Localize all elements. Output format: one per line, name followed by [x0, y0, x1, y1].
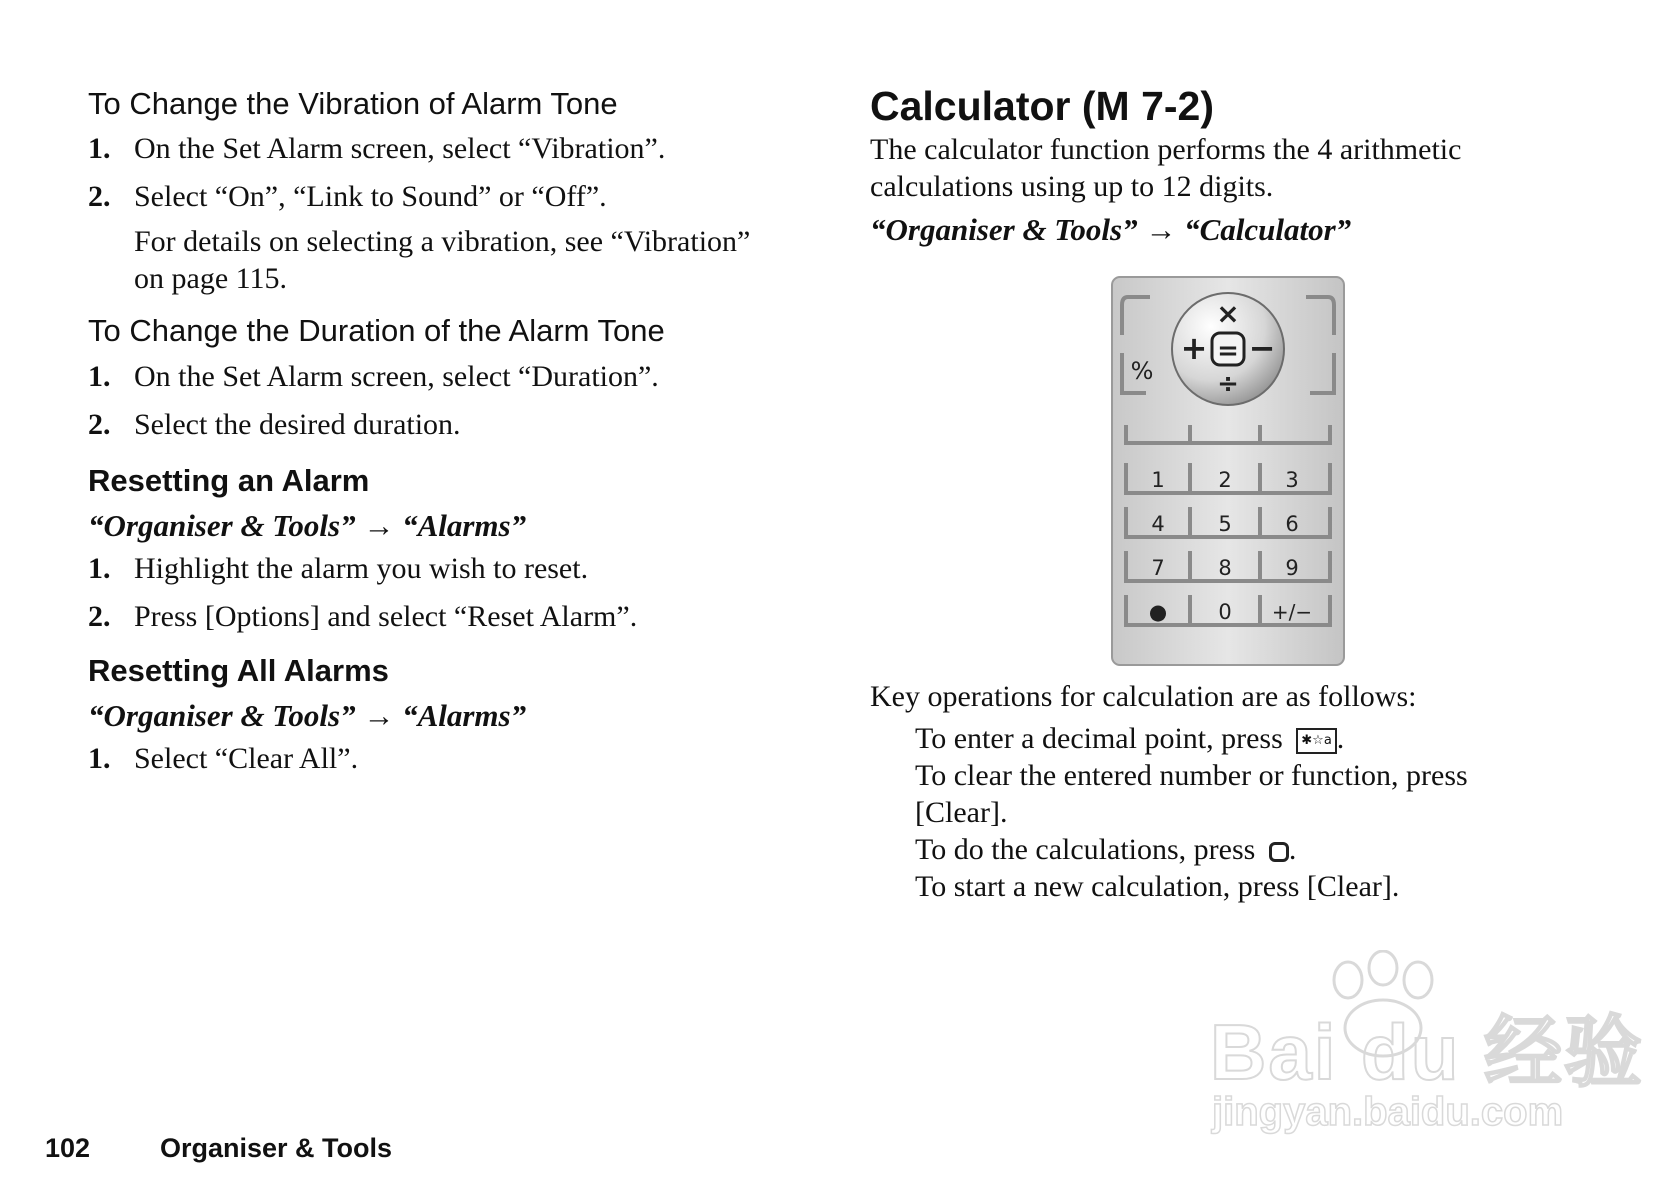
step-text: Select the desired duration.	[134, 408, 461, 441]
keypad-key-label: 9	[1285, 556, 1299, 580]
keypad-key-label: 0	[1218, 600, 1232, 624]
center-key-icon	[1269, 842, 1289, 862]
step-text: Highlight the alarm you wish to reset.	[134, 552, 589, 585]
keypad-key-label: 5	[1218, 512, 1232, 536]
key-operations-intro: Key operations for calculation are as follows:	[870, 680, 1417, 713]
keypad-key-label: 7	[1151, 556, 1165, 580]
step-text: On the Set Alarm screen, select “Vibration”.	[134, 132, 666, 165]
calculator-keypad-illustration	[1110, 275, 1346, 667]
menu-path: “Organiser & Tools” → “Alarms”	[88, 508, 527, 543]
page-title: Calculator (M 7-2)	[870, 83, 1214, 129]
reset-all-heading: Resetting All Alarms	[88, 653, 389, 688]
percent-symbol: %	[1130, 357, 1154, 385]
step-text: Select “Clear All”.	[134, 742, 359, 775]
clear-instruction-line-1: To clear the entered number or function, press	[915, 759, 1468, 792]
note-line: on page 115.	[134, 262, 288, 295]
star-key-icon: ✱☆a	[1296, 728, 1337, 754]
new-calculation-instruction: To start a new calculation, press [Clear].	[915, 870, 1400, 903]
vibration-note	[134, 223, 750, 297]
keypad-key-label: 3	[1285, 468, 1299, 492]
step-text: On the Set Alarm screen, select “Duration”.	[134, 360, 659, 393]
page-number: 102	[45, 1133, 91, 1163]
watermark-logo: Bai du 经验	[1210, 1008, 1645, 1096]
note-line: For details on selecting a vibration, see “Vibration”	[134, 225, 751, 258]
watermark-url: jingyan.baidu.com	[1212, 1090, 1564, 1134]
menu-path: “Organiser & Tools” → “Calculator”	[870, 212, 1352, 247]
keypad-key-label: 2	[1218, 468, 1232, 492]
intro-line: calculations using up to 12 digits.	[870, 170, 1274, 203]
step-number: 1.	[88, 132, 111, 165]
menu-path: “Organiser & Tools” → “Alarms”	[88, 698, 527, 733]
list-item	[88, 600, 788, 636]
step-text: Select “On”, “Link to Sound” or “Off”.	[134, 180, 607, 213]
keypad-key-label: 8	[1218, 556, 1232, 580]
clear-instruction-line-2: [Clear].	[915, 796, 1008, 829]
keypad-key-label: 4	[1151, 512, 1165, 536]
paw-icon	[1318, 950, 1448, 1060]
list-item	[88, 742, 788, 778]
intro-line: The calculator function performs the 4 arithmetic	[870, 133, 1462, 166]
calculate-instruction-text: To do the calculations, press	[915, 833, 1256, 866]
calculate-instruction: To do the calculations, press .	[915, 833, 1297, 866]
step-number: 2.	[88, 600, 111, 633]
equals-symbol: =	[1217, 336, 1239, 366]
step-number: 2.	[88, 180, 111, 213]
step-number: 1.	[88, 552, 111, 585]
decimal-instruction-text: To enter a decimal point, press	[915, 722, 1283, 755]
list-item	[88, 552, 788, 588]
step-number: 2.	[88, 408, 111, 441]
footer-section-title: Organiser & Tools	[160, 1133, 393, 1163]
list-item	[88, 180, 788, 216]
keypad-key-label: 1	[1151, 468, 1165, 492]
minus-symbol: −	[1248, 329, 1276, 367]
vibration-heading: To Change the Vibration of Alarm Tone	[88, 86, 618, 121]
step-text: Press [Options] and select “Reset Alarm”.	[134, 600, 638, 633]
list-item	[88, 408, 788, 444]
calculator-intro	[870, 131, 1461, 205]
multiply-symbol: ×	[1216, 297, 1240, 330]
step-number: 1.	[88, 360, 111, 393]
step-number: 1.	[88, 742, 111, 775]
keypad-key-label: ●	[1148, 600, 1168, 624]
duration-heading: To Change the Duration of the Alarm Tone	[88, 313, 665, 348]
list-item	[88, 360, 788, 396]
keypad-key-label: 6	[1285, 512, 1299, 536]
plus-symbol: +	[1180, 329, 1208, 367]
divide-symbol: ÷	[1217, 369, 1239, 399]
keypad-key-label: +/−	[1271, 600, 1313, 624]
decimal-instruction: To enter a decimal point, press ✱☆a .	[915, 722, 1345, 755]
reset-alarm-heading: Resetting an Alarm	[88, 463, 370, 498]
list-item	[88, 132, 788, 168]
